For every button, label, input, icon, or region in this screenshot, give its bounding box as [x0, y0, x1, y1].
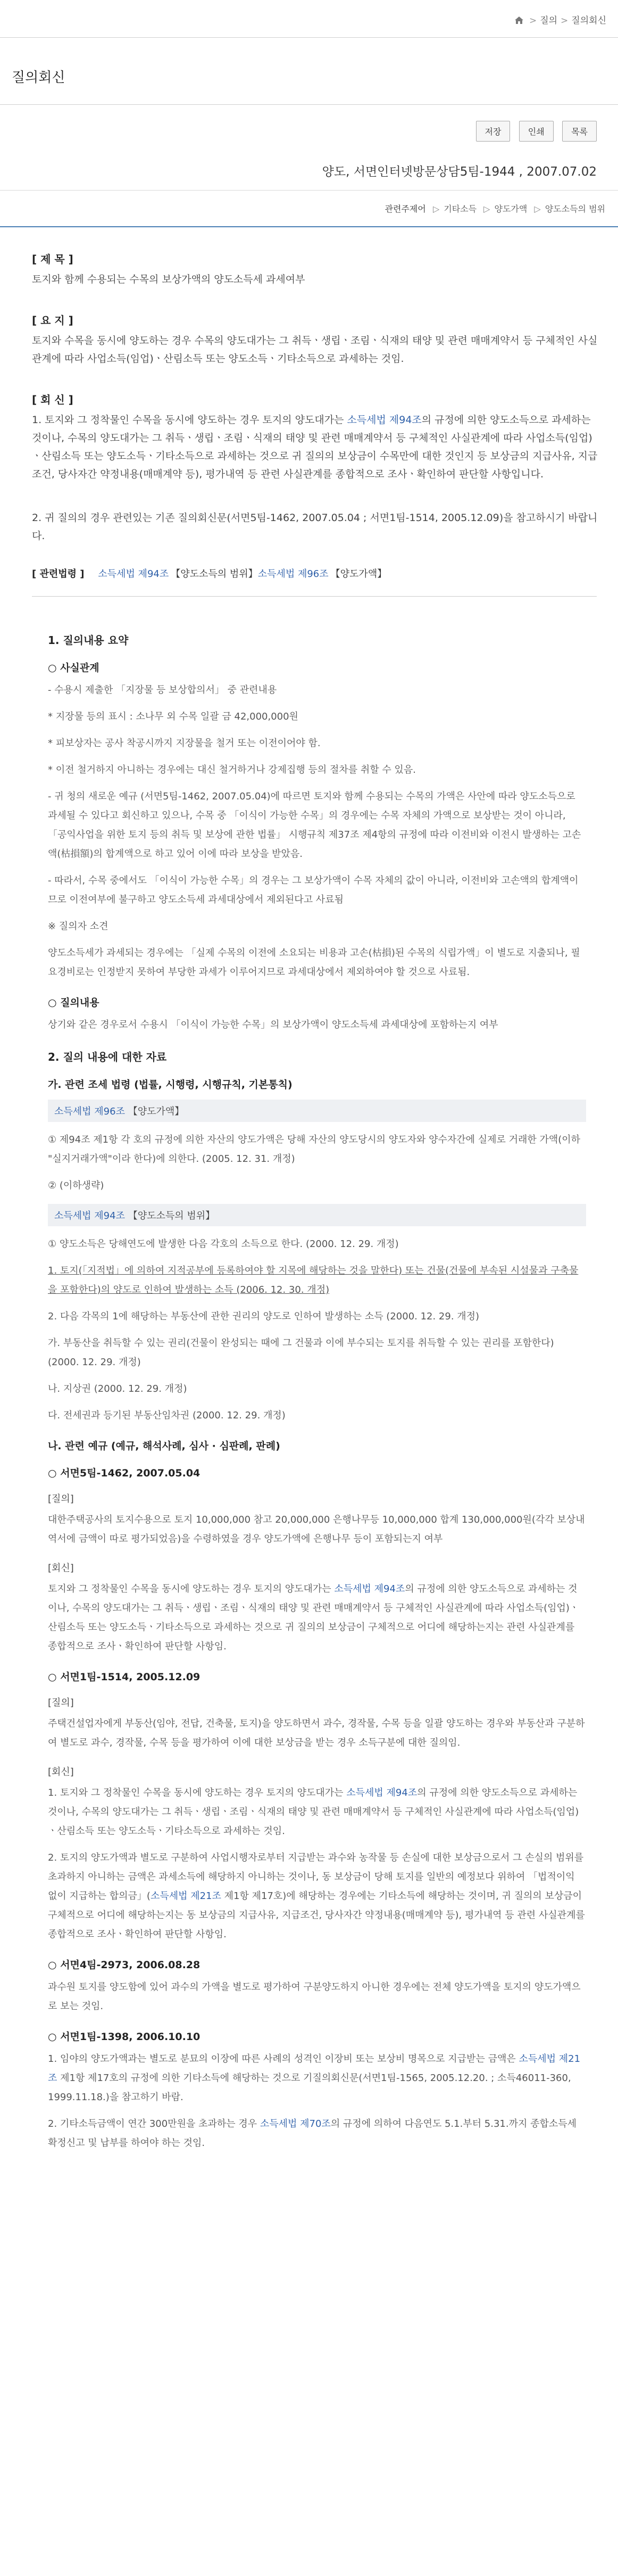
keyword-other-income[interactable]: 기타소득 — [444, 204, 477, 214]
arrow-icon: ▷ — [432, 204, 440, 214]
body-subheading: 나. 관련 예규 (예규, 해석사례, 심사 · 심판례, 판례) — [48, 1440, 280, 1452]
ruling-text-part: 1. 토지와 그 정착물인 수목을 동시에 양도하는 경우 토지의 양도대가는 — [48, 1787, 347, 1798]
section-title-body: 토지와 함께 수용되는 수목의 보상가액의 양도소득세 과세여부 — [32, 274, 305, 285]
law-text: 가. 부동산을 취득할 수 있는 권리(건물이 완성되는 때에 그 건물과 이에 부수되는 토지를 취득할 수 있는 권리를 포함한다) (2000. 12. 29. 개정) — [48, 1337, 554, 1368]
law-text: ① 양도소득은 당해연도에 발생한 다음 각호의 소득으로 한다. (2000. 12. 29. 개정) — [48, 1239, 399, 1250]
fact-line: * 피보상자는 공사 착공시까지 지장물을 철거 또는 이전이어야 함. — [48, 738, 321, 749]
ruling-text-part: 1. 임야의 양도가액과는 별도로 분묘의 이장에 따른 사례의 성격인 이장비 또는 보상비 명목으로 지급받는 금액은 — [48, 2053, 519, 2065]
breadcrumb-separator-icon: > — [561, 15, 569, 26]
ruling-text-part: 의 규정에 의한 양도소득으로 과세하는 것이나, 수목의 양도대가는 그 취득ㆍ생립ㆍ조림ㆍ식재의 태양 및 관련 매매계약서 등 구체적인 사실관계에 따라 사업소득(임업)ㆍ산림소득 또는 양도소득ㆍ기타소득으로 과세하는 것임. — [48, 1787, 579, 1837]
law-text: ② (이하생략) — [48, 1180, 104, 1191]
fact-line: * 이전 철거하지 아니하는 경우에는 대신 철거하거나 강제집행 등의 절차를 취할 수 있음. — [48, 764, 416, 775]
home-icon[interactable] — [514, 16, 524, 24]
save-button[interactable]: 저장 — [476, 121, 511, 142]
keyword-transfer-price[interactable]: 양도가액 — [494, 204, 528, 214]
ruling-text — [48, 1848, 586, 1944]
ruling-text-part: 의 규정에 의하여 다음연도 5.1.부터 5.31.까지 종합소득세 확정신고 및 납부를 하여야 하는 것임. — [48, 2118, 577, 2149]
law-text: ① 제94조 제1항 각 호의 규정에 의한 자산의 양도가액은 당해 자산의 양도당시의 양도자와 양수자간에 실제로 거래한 가액(이하 "실지거래가액"이라 한다)에 의한다. (2005. 12. 31. 개정) — [48, 1134, 581, 1165]
ruling-text: 주택건설업자에게 부동산(임야, 전답, 건축물, 토지)을 양도하면서 과수, 경작물, 수목 등을 일괄 양도하는 경우와 부동산과 구분하여 별도로 과수, 경작물, 수목 등을 평가하여 이에 대한 보상금을 받는 경우 소득구분에 대한 질의임. — [48, 1718, 585, 1748]
body-heading: 1. 질의내용 요약 — [48, 634, 129, 647]
reply-text: 의 규정에 의한 양도소득으로 과세하는 것이나, 수목의 양도대가는 그 취득ㆍ생립ㆍ조림ㆍ식재의 태양 및 관련 매매계약서 등 구체적인 사실관계에 따라 사업소득(임업)ㆍ산림소득 또는 양도소득ㆍ기타소득으로 과세하는 것으로 귀 질의의 보상금이 수목만에 대한 것인지 등 보상금의 지급사유, 지급조건, 당사자간 약정내용(매매계약 등), 평가내역 등 관련 사실관계를 종합적으로 조사ㆍ확인하여 판단할 사항입니다. — [32, 414, 598, 480]
section-gist-heading: [ 요 지 ] — [32, 314, 73, 327]
section-reply-heading: [ 회 신 ] — [32, 393, 73, 406]
ruling-heading: ○ 서면1팀-1398, 2006.10.10 — [48, 2031, 201, 2043]
law-link[interactable]: 소득세법 제21조 — [48, 2053, 581, 2084]
toolbar — [0, 105, 618, 152]
ruling-text-part: 2. 기타소득금액이 연간 300만원을 초과하는 경우 — [48, 2118, 260, 2129]
law-link[interactable]: 소득세법 제70조 — [260, 2118, 331, 2129]
document-body — [32, 596, 597, 2182]
law-text: 다. 전세권과 등기된 부동산임차권 (2000. 12. 29. 개정) — [48, 1410, 286, 1421]
section-reply-extra: 2. 귀 질의의 경우 관련있는 기존 질의회신문(서면5팀-1462, 2007.05.04 ; 서면1팀-1514, 2005.12.09)을 참고하시기 바랍니다. — [32, 512, 598, 542]
ruling-answer-label: [회신] — [48, 1563, 74, 1574]
related-keywords-bar — [0, 190, 618, 227]
law-link-tail: 【양도소득의 범위】 — [171, 568, 258, 580]
note-text: 양도소득세가 과세되는 경우에는 「실제 수목의 이전에 소요되는 비용과 고손(枯損)된 수목의 식립가액」이 별도로 지출되나, 필요경비로는 인정받지 못하여 부당한 과세가 이루어지므로 과세대상에서 제외하여야 할 것으로 사료됨. — [48, 947, 580, 978]
ruling-text-part: 의 규정에 의한 양도소득으로 과세하는 것이나, 수목의 양도대가는 그 취득ㆍ생립ㆍ조림ㆍ식재의 태양 및 관련 매매계약서 등 구체적인 사실관계에 따라 사업소득(임업)ㆍ산림소득 또는 양도소득ㆍ기타소득으로 과세하는 것으로 귀 질의의 보상금이 구체적으로 어디에 해당하는지는 관련 사실관계를 종합적으로 조사ㆍ확인하여 판단할 사항임. — [48, 1583, 579, 1652]
keyword-transfer-income-scope[interactable]: 양도소득의 범위 — [545, 204, 605, 214]
top-bar — [0, 0, 618, 37]
section-title-heading: [ 제 목 ] — [32, 253, 73, 266]
ruling-question-label: [질의] — [48, 1493, 74, 1505]
law-link[interactable]: 소득세법 제94조 — [98, 568, 169, 580]
ruling-heading: ○ 서면4팀-2973, 2006.08.28 — [48, 1959, 201, 1971]
ruling-text — [48, 1784, 586, 1841]
list-button[interactable]: 목록 — [562, 121, 597, 142]
fact-line: * 지장물 등의 표시 : 소나무 외 수목 일괄 금 42,000,000원 — [48, 711, 298, 722]
ruling-text — [48, 1580, 586, 1656]
section-gist-body: 토지와 수목을 동시에 양도하는 경우 수목의 양도대가는 그 취득ㆍ생립ㆍ조림ㆍ식재의 태양 및 관련 매매계약서 등 구체적인 사실관계에 따라 사업소득(임업)ㆍ산림소득 또는 양도소득ㆍ기타소득으로 과세하는 것임. — [32, 335, 598, 365]
body-heading: 2. 질의 내용에 대한 자료 — [48, 1051, 167, 1063]
ruling-text — [48, 2050, 586, 2107]
body-subheading: 가. 관련 조세 법령 (법률, 시행령, 시행규칙, 기본통칙) — [48, 1079, 293, 1091]
law-link-tail: 【양도가액】 — [330, 568, 387, 580]
related-keywords-label: 관련주제어 — [385, 204, 426, 214]
law-bar-tail: 【양도가액】 — [128, 1106, 185, 1117]
ruling-text-part: 제1항 제17호의 규정에 의한 기타소득에 해당하는 것으로 기질의회신문(서면1팀-1565, 2005.12.20. ; 소득46011-360, 1999.11.18.)을 참고하기 바람. — [48, 2073, 571, 2103]
page-title: 질의회신 — [12, 70, 65, 86]
body-subheading: ○ 사실관계 — [48, 662, 99, 674]
law-link[interactable]: 소득세법 제94조 — [54, 1210, 125, 1221]
ruling-heading: ○ 서면5팀-1462, 2007.05.04 — [48, 1467, 201, 1479]
arrow-icon: ▷ — [483, 204, 490, 214]
related-law-label: [ 관련법령 ] — [32, 568, 85, 580]
law-link[interactable]: 소득세법 제94조 — [334, 1583, 405, 1595]
document-subheading: 양도, 서면인터넷방문상담5팀-1944 , 2007.07.02 — [322, 165, 597, 179]
summary-sections — [0, 251, 618, 545]
arrow-icon: ▷ — [534, 204, 541, 214]
note-label: ※ 질의자 소견 — [48, 921, 108, 932]
law-link[interactable]: 소득세법 제21조 — [150, 1890, 221, 1902]
ruling-answer-label: [회신] — [48, 1766, 74, 1778]
fact-line: - 따라서, 수목 중에서도 「이식이 가능한 수목」의 경우는 그 보상가액이 수목 자체의 값이 아니라, 이전비와 고손액의 합계액이므로 이전여부에 불구하고 양도소득세 과세대상에서 제외된다고 사료됨 — [48, 875, 579, 905]
law-link[interactable]: 소득세법 제94조 — [346, 1787, 417, 1798]
body-subheading: ○ 질의내용 — [48, 997, 99, 1009]
breadcrumb-item-query[interactable]: 질의 — [540, 15, 558, 26]
ruling-text: 대한주택공사의 토지수용으로 토지 10,000,000 참고 20,000,000 은행나무등 10,000,000 합계 130,000,000원(각각 보상내역서에 금액이 따로 평가되었음)을 수령하였을 경우 양도가액에 은행나무 등이 포함되는지 여부 — [48, 1514, 585, 1545]
ruling-text-part: 토지와 그 정착물인 수목을 동시에 양도하는 경우 토지의 양도대가는 — [48, 1583, 335, 1595]
ruling-text: 과수원 토지를 양도함에 있어 과수의 가액을 별도로 평가하여 구분양도하지 아니한 경우에는 전체 양도가액을 토지의 양도가액으로 보는 것임. — [48, 1981, 581, 2012]
section-reply-body — [32, 411, 598, 483]
breadcrumb-item-reply[interactable]: 질의회신 — [571, 15, 606, 26]
law-bar — [48, 1100, 586, 1122]
ruling-text — [48, 2115, 586, 2153]
ruling-question-label: [질의] — [48, 1697, 74, 1708]
law-link[interactable]: 소득세법 제96조 — [257, 568, 329, 580]
print-button[interactable]: 인쇄 — [519, 121, 554, 142]
ruling-heading: ○ 서면1팀-1514, 2005.12.09 — [48, 1671, 201, 1683]
breadcrumb — [514, 13, 606, 26]
law-bar — [48, 1204, 586, 1226]
law-text: 2. 다음 각목의 1에 해당하는 부동산에 관한 권리의 양도로 인하여 발생하는 소득 (2000. 12. 29. 개정) — [48, 1311, 480, 1322]
law-bar-tail: 【양도소득의 범위】 — [128, 1210, 215, 1221]
fact-line: - 수용시 제출한 「지장물 등 보상합의서」 중 관련내용 — [48, 684, 277, 696]
law-link[interactable]: 소득세법 제94조 — [347, 414, 422, 426]
related-law-line — [0, 545, 618, 596]
ruling-text-part: 제1항 제17호)에 해당하는 경우에는 기타소득에 해당하는 것이며, 귀 질의의 보상금이 구체적으로 어디에 해당하는지는 동 보상금의 지급사유, 지급조건, 당사자간 약정내용(매매계약 등), 평가내역 등 관련 사실관계를 종합적으로 조사ㆍ확인하여 판단할 사항임. — [48, 1890, 585, 1940]
reply-text: 1. 토지와 그 정착물인 수목을 동시에 양도하는 경우 토지의 양도대가는 — [32, 414, 347, 426]
ruling-text-part: 2. 토지의 양도가액과 별도로 구분하여 사업시행자로부터 지급받는 과수와 농작물 등 손실에 대한 보상금으로서 그 손실의 범위를 초과하지 아니하는 금액은 과세소득에 해당하지 아니하는 것이나, 동 보상금이 당해 토지를 일반의 예정보다 위하여 「법적이익 없이 지급하는 합의금」( — [48, 1852, 584, 1902]
breadcrumb-separator-icon: > — [529, 15, 537, 26]
law-link[interactable]: 소득세법 제96조 — [54, 1106, 125, 1117]
law-text: 1. 토지(「지적법」에 의하여 지적공부에 등록하여야 할 지목에 해당하는 것을 말한다) 또는 건물(건물에 부속된 시설물과 구축물을 포함한다)의 양도로 인하여 발생하는 소득 (2006. 12. 30. 개정) — [48, 1265, 579, 1295]
law-text: 나. 지상권 (2000. 12. 29. 개정) — [48, 1383, 187, 1394]
question-text: 상기와 같은 경우로서 수용시 「이식이 가능한 수목」의 보상가액이 양도소득세 과세대상에 포함하는지 여부 — [48, 1019, 498, 1030]
fact-line: - 귀 청의 새로운 예규 (서면5팀-1462, 2007.05.04)에 따르면 토지와 함께 수용되는 수목의 가액은 사안에 따라 양도소득으로 과세될 수 있다고 회신하고 있으나, 수목 중 「이식이 가능한 수목」의 경우에는 수목 자체의 가액으로 보상받는 것이 아니라, 「공익사업을 위한 토지 등의 취득 및 보상에 관한 법률」 시행규칙 제37조 제4항의 규정에 따라 이전비와 이전시 발생하는 고손액(枯損額)의 합계액으로 하고 있어 이에 따라 보상을 받았음. — [48, 791, 581, 860]
